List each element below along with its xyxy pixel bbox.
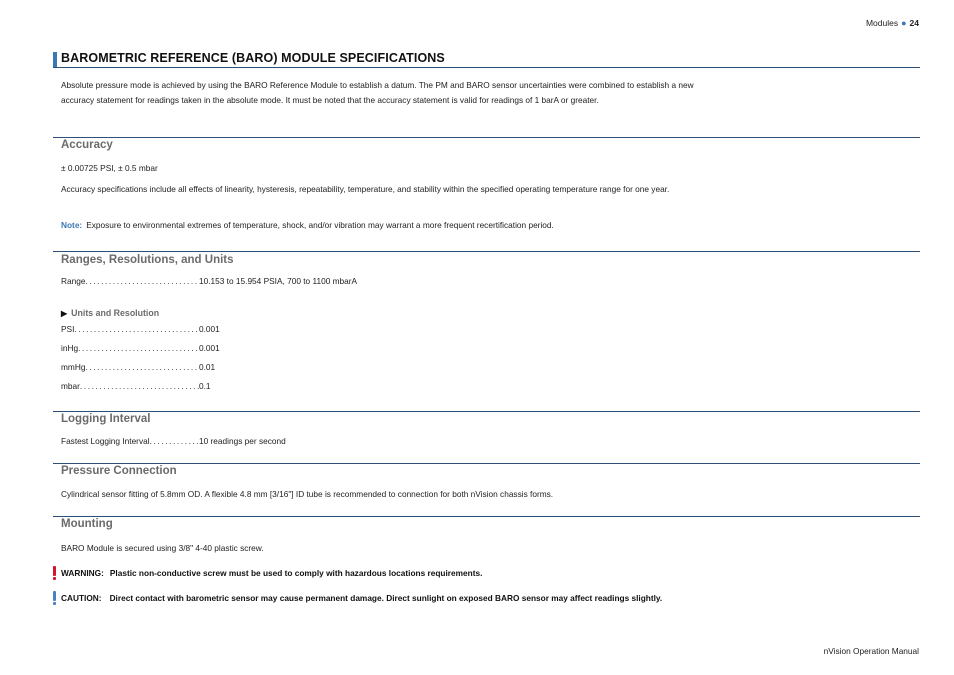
- warning-label: WARNING:: [61, 568, 104, 578]
- running-footer: nVision Operation Manual: [823, 646, 919, 656]
- header-section: Modules: [865, 18, 899, 28]
- mounting-heading: Mounting: [61, 518, 113, 530]
- caution-label: CAUTION:: [61, 593, 102, 603]
- range-value: 10.153 to 15.954 PSIA, 700 to 1100 mbarA: [199, 276, 358, 286]
- unit-row: [61, 362, 215, 372]
- unit-resolution: 0.001: [199, 324, 220, 334]
- unit-row: [61, 343, 220, 353]
- unit-label: mbar: [61, 381, 80, 391]
- page-number: 24: [909, 18, 919, 28]
- unit-label: PSI: [61, 324, 75, 334]
- warning-callout: [53, 566, 482, 580]
- ranges-heading: Ranges, Resolutions, and Units: [61, 254, 234, 266]
- triangle-right-icon: ▶: [61, 308, 68, 318]
- logging-heading: Logging Interval: [61, 413, 151, 425]
- unit-label: mmHg: [61, 362, 86, 372]
- caution-callout: [53, 591, 662, 605]
- units-subheading-label: Units and Resolution: [71, 308, 160, 318]
- range-row: [61, 276, 357, 286]
- mounting-text: BARO Module is secured using 3/8" 4-40 plastic screw.: [61, 543, 264, 553]
- caution-text: Direct contact with barometric sensor may cause permanent damage. Direct sunlight on exposed BARO sensor may affect readings slightly.: [109, 593, 663, 603]
- section-divider: [53, 137, 920, 138]
- logging-value: 10 readings per second: [199, 436, 286, 446]
- page-title: BAROMETRIC REFERENCE (BARO) MODULE SPECIFICATIONS: [61, 51, 445, 65]
- bullet-dot-icon: ●: [901, 18, 907, 28]
- accuracy-heading: Accuracy: [61, 139, 113, 151]
- unit-label: inHg: [61, 343, 79, 353]
- exclamation-icon: [53, 566, 56, 580]
- title-accent-bar: [53, 52, 57, 67]
- units-subheading: [61, 308, 159, 318]
- logging-row: [61, 436, 286, 446]
- accuracy-description: Accuracy specifications include all effects of linearity, hysteresis, repeatability, temperature, and stability within the specified operating temperature range for one year.: [61, 184, 670, 194]
- accuracy-value: ± 0.00725 PSI, ± 0.5 mbar: [61, 163, 158, 173]
- logging-label: Fastest Logging Interval: [61, 436, 150, 446]
- unit-row: [61, 324, 220, 334]
- exclamation-icon: [53, 591, 56, 605]
- main-title-block: [53, 51, 920, 68]
- unit-row: [61, 381, 211, 391]
- section-divider: [53, 411, 920, 412]
- section-divider: [53, 251, 920, 252]
- unit-resolution: 0.001: [199, 343, 220, 353]
- pressure-text: Cylindrical sensor fitting of 5.8mm OD. A flexible 4.8 mm [3/16"] ID tube is recommended to connection for both nVision chassis forms.: [61, 489, 554, 499]
- running-header: [866, 18, 919, 28]
- range-label: Range: [61, 276, 86, 286]
- pressure-heading: Pressure Connection: [61, 465, 177, 477]
- intro-paragraph: Absolute pressure mode is achieved by using the BARO Reference Module to establish a datum. The PM and BARO sensor uncertainties were combined to establish a new accuracy statement for readings taken in the absolute mode. It must be noted that the accuracy statement is valid for readings of 1 barA or greater.: [61, 80, 694, 105]
- note-label: Note:: [61, 220, 83, 230]
- note-text: Exposure to environmental extremes of temperature, shock, and/or vibration may warrant a more frequent recertification period.: [86, 220, 554, 230]
- warning-text: Plastic non-conductive screw must be used to comply with hazardous locations requirements.: [109, 568, 483, 578]
- section-divider: [53, 463, 920, 464]
- unit-resolution: 0.01: [199, 362, 216, 372]
- unit-resolution: 0.1: [199, 381, 211, 391]
- accuracy-note: [61, 218, 701, 233]
- section-divider: [53, 516, 920, 517]
